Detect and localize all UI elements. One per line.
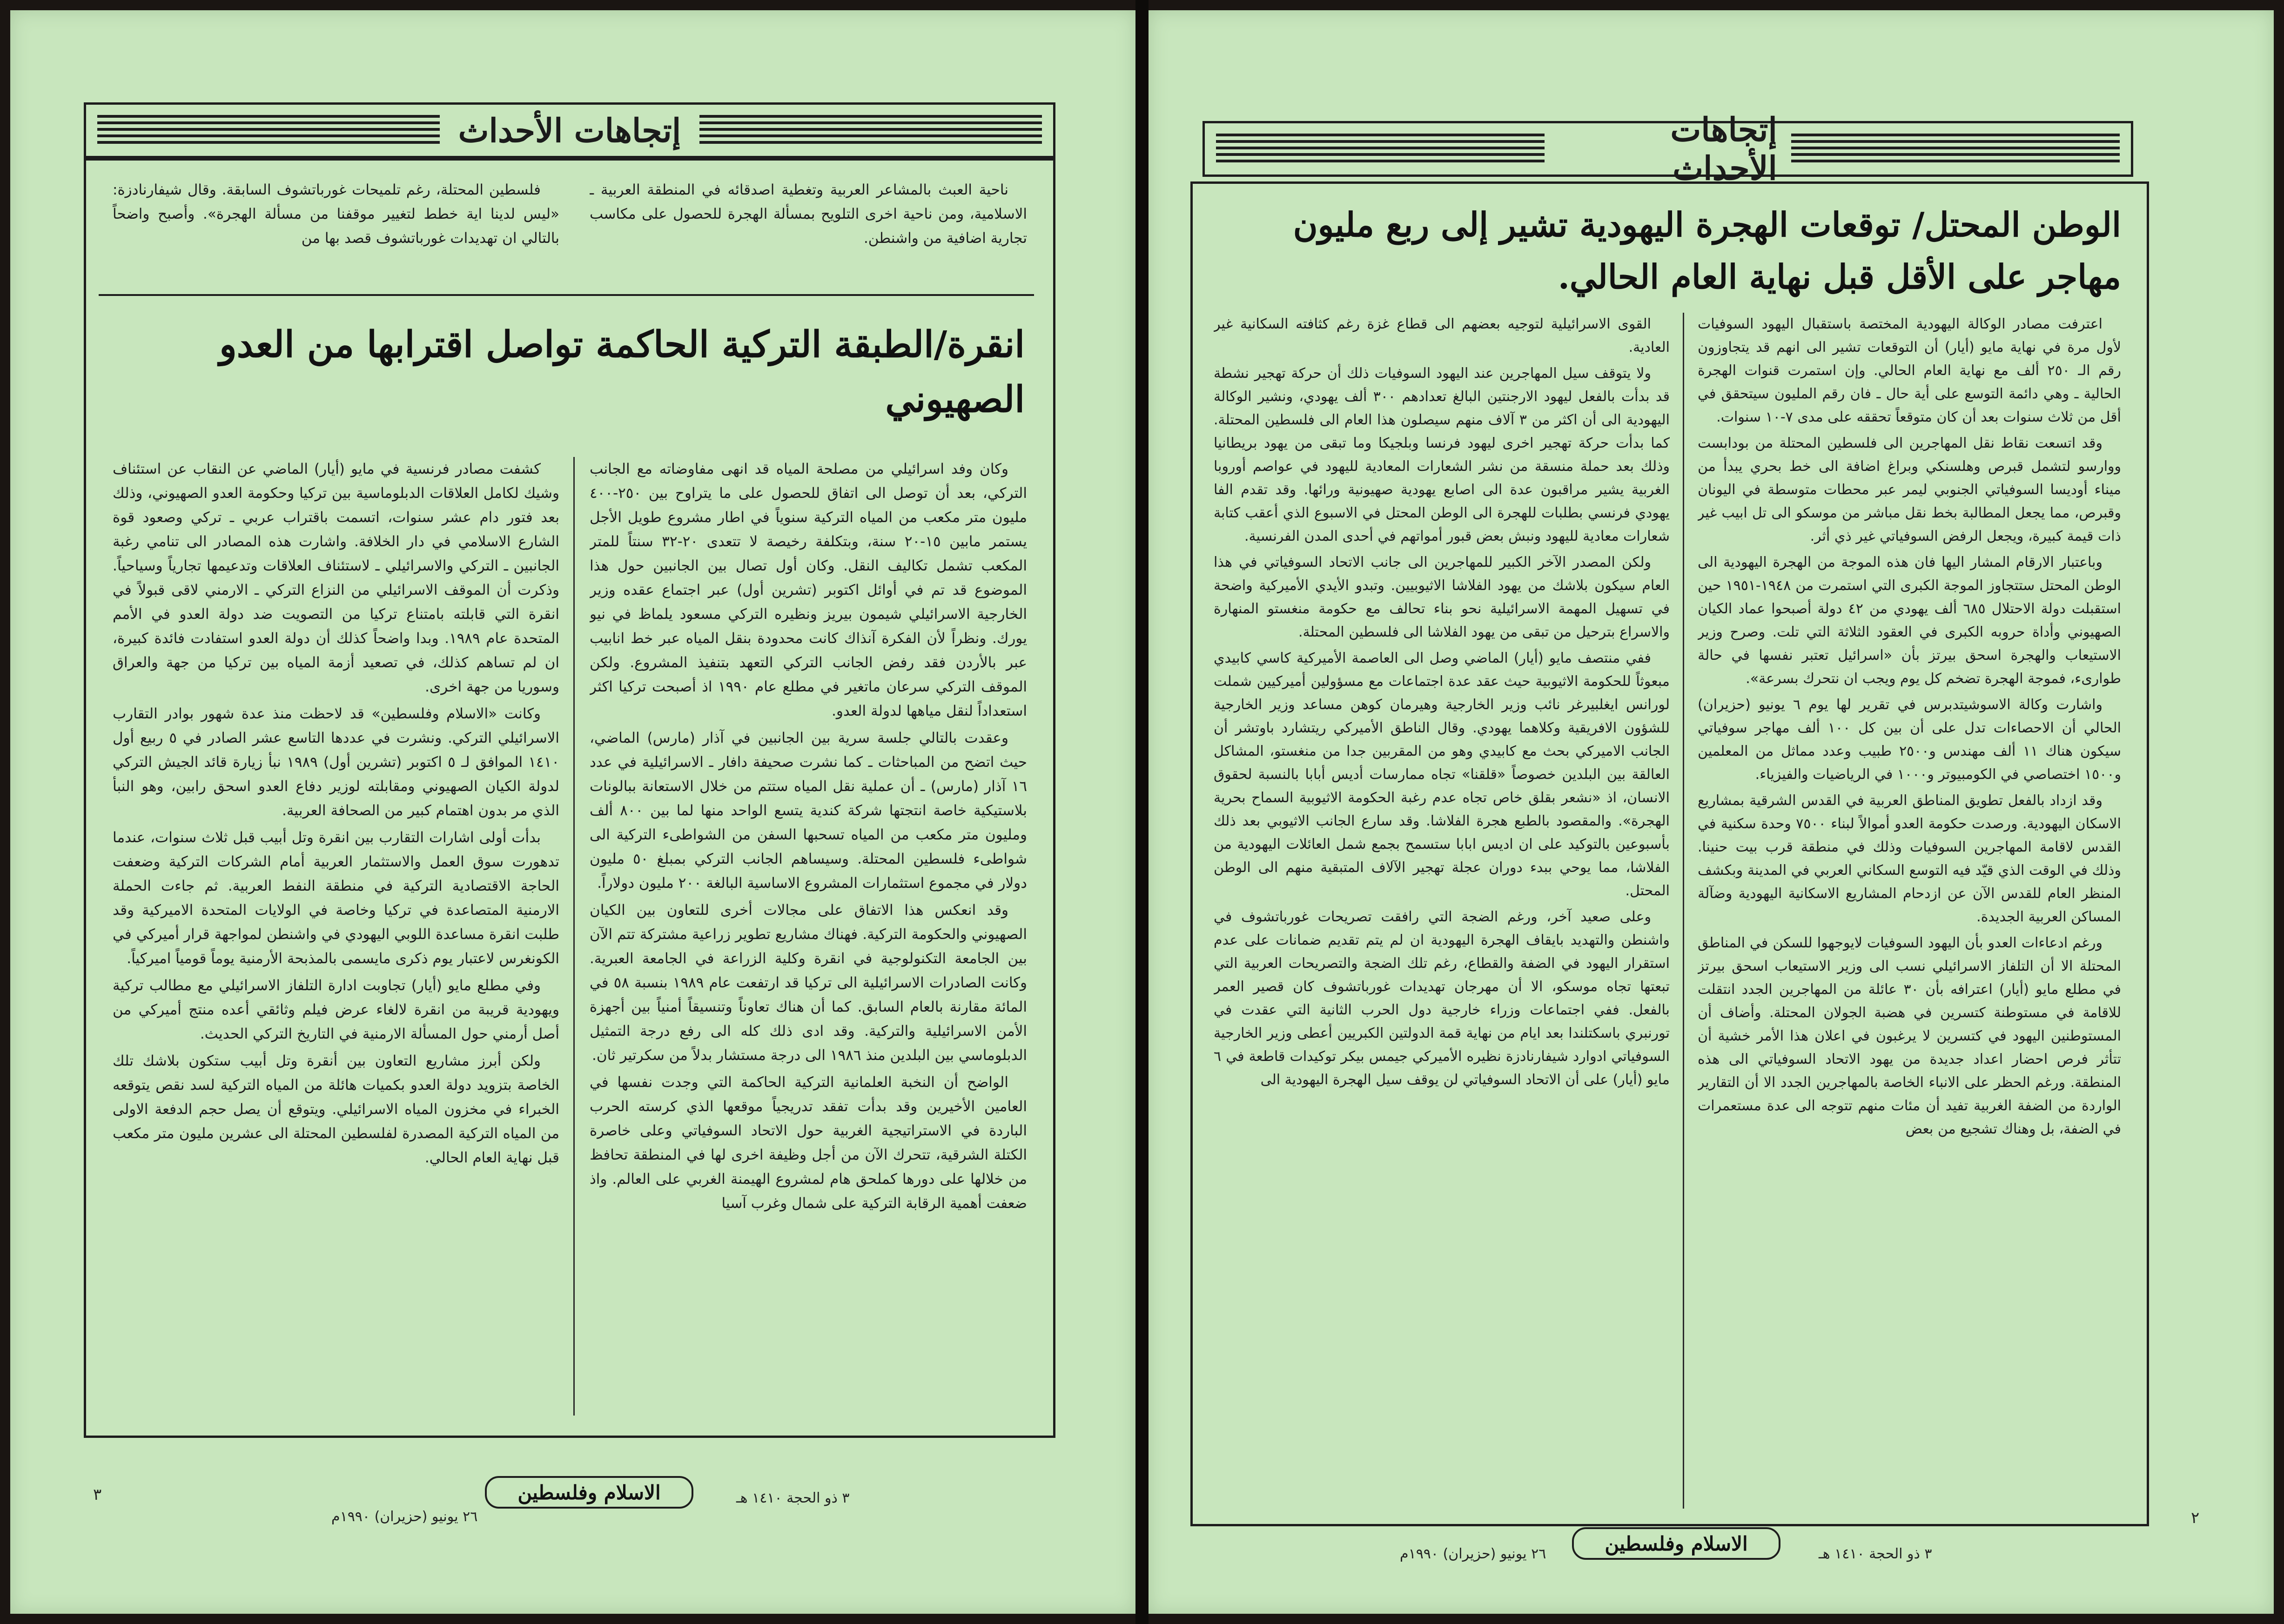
paragraph: وفي مطلع مايو (أيار) تجاوبت ادارة التلفاز الاسرائيلي مع مطالب تركية ويهودية قريبة من انقرة لالغاء عرض فيلم وثائقي أعده منتج أميركي من أصل أرمني حول المسألة الارمنية في التاريخ التركي الحديث. (113, 977, 559, 1042)
publication-logo: الاسلام وفلسطين (485, 1476, 693, 1509)
paragraph: وباعتبار الارقام المشار اليها فان هذه الموجة من الهجرة اليهودية الى الوطن المحتل ستتجاوز الموجة الكبرى التي استمرت من ١٩٤٨-١٩٥١ حين استقبلت دولة الاحتلال ٦٨٥ ألف يهودي من ٤٢ دولة أصبحوا عماد الكيان الصهيوني وأداة حروبه الكبرى في العقود الثلاثة التي تلت. وصرح وزير الاستيعاب والهجرة اسحق بيرتز بأن «اسرائيل تعتبر نفسها في حالة طوارىء، فموجة الهجرة تضخم كل يوم ويجب ان نتحرك بسرعة». (1698, 554, 2121, 687)
paragraph: الواضح أن النخبة العلمانية التركية الحاكمة التي وجدت نفسها في العامين الأخيرين وقد بدأت تفقد تدريجياً موقعها الذي كرسته الحرب الباردة في الاستراتيجية الغربية حول الاتحاد السوفياتي وعلى خاصرة الكتلة الشرقية، تتحرك الآن من أجل وظيفة اخرى لها في المنطقة تحافظ من خلالها على دورها كملحق هام لمشروع الهيمنة الغربي على العالم. واذ ضعفت أهمية الرقابة التركية على شمال وغرب آسيا (590, 1074, 1027, 1212)
right-headline: الوطن المحتل/ توقعات الهجرة اليهودية تشير إلى ربع مليون مهاجر على الأقل قبل نهاية العام الحالي. (1293, 205, 2121, 296)
banner-ornament-left (97, 115, 451, 146)
right-page-banner (1202, 110, 2133, 188)
paragraph: واشارت وكالة الاسوشيتدبرس في تقرير لها يوم ٦ يونيو (حزيران) الحالي أن الاحصاءات تدل على أن بين كل ١٠٠ ألف مهاجر سوفياتي سيكون هناك ١١ ألف مهندس و٢٥٠٠ طبيب وعدد مماثل من المعلمين و١٥٠٠ اختصاصي في الكومبيوتر و١٠٠٠ في الرياضيات والفيزياء. (1698, 697, 2121, 783)
page-number: ٣ (93, 1485, 102, 1504)
paragraph: ورغم ادعاءات العدو بأن اليهود السوفيات لايوجهوا للسكن في المناطق المحتلة الا أن التلفاز الاسرائيلي نسب الى وزير الاستيعاب اسحق بيرتز في مطلع مايو (أيار) اعترافه بأن ٣٠ عائلة من المهاجرين الجدد انتقلت للاقامة في مستوطنة كتسرين في هضبة الجولان المحتلة. وأضاف أن المستوطنين اليهود في كتسرين لا يرغبون في اعلان هذا الأمر خشية أن تتأثر فرص احضار اعداد جديدة من يهود الاتحاد السوفياتي الى هذه المنطقة. ورغم الحظر على الانباء الخاصة بالمهاجرين الجدد الا أن التقارير الواردة من الضفة الغربية تفيد أن مئات منهم تتوجه الى عدة مستعمرات في الضفة، بل وهناك تشجيع من بعض (1698, 935, 2121, 1137)
column-rule (1683, 313, 1684, 1509)
banner-ornament-left (1216, 134, 1556, 164)
paragraph: ولا يتوقف سيل المهاجرين عند اليهود السوفيات ذلك أن حركة تهجير نشطة قد بدأت بالفعل ليهود الارجنتين البالغ تعدادهم ٣٠٠ ألف يهودي، ونشير الوكالة اليهودية الى أن اكثر من ٣ آلاف منهم سيصلون هذا العام الى فلسطين المحتلة. كما بدأت حركة تهجير اخرى ليهود فرنسا وبلجيكا وما تبقى من يهود بريطانيا وذلك بعد حملة منسقة من نشر الشعارات المعادية لليهود في عواصم أوروبا الغربية يشير مراقبون عدة الى اصابع يهودية صهيونية ورائها. وقد تقدم الفا يهودي فرنسي بطلبات للهجرة الى الوطن المحتل في الاسبوع الذي أعقب كتابة شعارات معادية لليهود ونبش بعض قبور أمواتهم في أحدى المدن الفرنسية. (1214, 365, 1670, 544)
left-body-right-column (590, 457, 1027, 1416)
paragraph: ولكن المصدر الآخر الكبير للمهاجرين الى جانب الاتحاد السوفياتي في هذا العام سيكون بلاشك من يهود الفلاشا الاثيوبيين. وتبدو الأيدي الأميركية واضحة في تسهيل المهمة الاسرائيلية نحو بناء تحالف مع حكومة منغستو المنهارة والاسراع بترحيل من تبقى من يهود الفلاشا الى فلسطين المحتلة. (1214, 554, 1670, 640)
footer-date-gregorian: ٢٦ يونيو (حزيران) ١٩٩٠م (1400, 1546, 1546, 1562)
paragraph: اعترفت مصادر الوكالة اليهودية المختصة باستقبال اليهود السوفيات لأول مرة في نهاية مايو (أيار) أن التوقعات تشير الى انهم قد يتجاوزون رقم الـ ٢٥٠ ألف مع نهاية العام الحالي. وإن استمرت قنوات الهجرة الحالية ـ وهي دائمة التوسع على أية حال ـ فان رقم المليون سيتحقق في أقل من ثلاث سنوات بعد أن كان متوقعاً تحققه على مدى ٧-١٠ سنوات. (1698, 316, 2121, 425)
paragraph: القوى الاسرائيلية لتوجيه بعضهم الى قطاع غزة رغم كثافته السكانية غير العادية. (1214, 316, 1670, 356)
column-rule (573, 457, 575, 1416)
banner-ornament-right (688, 115, 1042, 146)
paragraph: وعقدت بالتالي جلسة سرية بين الجانبين في آذار (مارس) الماضي، حيث اتضح من المباحثات ـ كما نشرت صحيفة دافار ـ الاسرائيلية في عدد ١٦ آذار (مارس) ـ أن عملية نقل المياه ستتم من خلال الاستعانة ببالونات بلاستيكية خاصة انتجتها شركة كندية يتسع الواحد منها لما بين ٨٠٠ ألف ومليون متر مكعب من المياه تسحبها السفن من الشواطىء التركية الى شواطىء فلسطين المحتلة. وسيساهم الجانب التركي بمبلغ ٥٠ مليون دولار في مجموع استثمارات المشروع الاساسية البالغة ٢٠٠ مليون دولاراً. (590, 730, 1027, 892)
paragraph: ففي منتصف مايو (أيار) الماضي وصل الى العاصمة الأميركية كاسي كابيدي مبعوثاً للحكومة الاثيوبية حيث عقد عدة اجتماعات مع مسؤولين أميركيين شملت لورانس ايغلبيرغر نائب وزير الخارجية وهيرمان كوهن مساعد وزير الخارجية للشؤون الافريقية وكلاهما يهودي. وقال الناطق الأميركي ريتشارد باوتشر أن الجانب الاميركي بحث مع كابيدي وهو من المقربين جدا من منغستو، المشاكل العالقة بين البلدين خصوصاً «قلقنا» تجاه ممارسات أديس أبابا بالنسبة لحقوق الانسان، اذ «نشعر بقلق خاص تجاه عدم رغبة الحكومة الاثيوبية السماح بحرية الهجرة». والمقصود بالطبع هجرة الفلاشا. وقد سارع الجانب الاثيوبي بعد ذلك بأسبوعين بالتوكيد على ان اديس ابابا ستسمح بجمع شمل العائلات اليهودية من الفلاشا، مما يوحي ببدء دوران عجلة تهجير الآلاف المتبقية منهم الى الوطن المحتل. (1214, 650, 1670, 899)
footer-date-hijri: ٣ ذو الحجة ١٤١٠ هـ (736, 1490, 850, 1506)
left-page (10, 10, 1135, 1614)
left-headline: انقرة/الطبقة التركية الحاكمة تواصل اقترابها من العدو الصهيوني (219, 323, 1025, 421)
banner-ornament-right (1780, 134, 2120, 164)
paragraph: ناحية العبث بالمشاعر العربية وتغطية اصدقائه في المنطقة العربية ـ الاسلامية، ومن ناحية اخرى التلويح بمسألة الهجرة للحصول على مكاسب تجارية اضافية من واشنطن. (590, 181, 1027, 247)
paragraph: وعلى صعيد آخر، ورغم الضجة التي رافقت تصريحات غورباتشوف في واشنطن والتهديد بايقاف الهجرة اليهودية ان لم يتم تقديم ضمانات على عدم استقرار اليهود في الضفة والقطاع، رغم تلك الضجة والتصريحات العربية التي تبعتها تجاه موسكو، الا أن مهرجان تهديدات غورباتشوف كان قصير العمر بالفعل. ففي اجتماعات وزراء خارجية دول الحرب الثانية التي عقدت في تورنبري باسكتلندا بعد ايام من نهاية قمة الدولتين الكبريين أعطى وزير الخارجية السوفياتي ادوارد شيفارنادزة نظيره الأميركي جيمس بيكر توكيدات قاطعة في ٦ مايو (أيار) على أن الاتحاد السوفياتي لن يوقف سيل الهجرة اليهودية الى (1214, 909, 1670, 1088)
left-page-banner (84, 102, 1055, 158)
page-number: ٢ (2191, 1509, 2200, 1527)
paragraph: وقد اتسعت نقاط نقل المهاجرين الى فلسطين المحتلة من بودابست ووارسو لتشمل قبرص وهلسنكي وبراغ اضافة الى خط بحري يبدأ من ميناء أوديسا السوفياتي الجنوبي ليمر عبر محطات متوسطة في اليونان وقبرص، مما يجعل المطالبة بخط نقل مباشر من موسكو الى تل ابيب غير ذات قيمة كبيرة، ويجعل الرفض السوفياتي غير ذي أثر. (1698, 435, 2121, 544)
right-page (1149, 10, 2274, 1614)
left-banner-title: إتجاهات الأحداث (440, 105, 699, 156)
paragraph: فلسطين المحتلة، رغم تلميحات غورباتشوف السابقة. وقال شيفارنادزة: «ليس لدينا اية خطط لتغيير موقفنا من مسألة الهجرة». وأصبح واضحاً بالتالي ان تهديدات غورباتشوف قصد بها من (113, 181, 559, 247)
paragraph: كشفت مصادر فرنسية في مايو (أيار) الماضي عن النقاب عن استئناف وشيك لكامل العلاقات الدبلوماسية بين تركيا وحكومة العدو الصهيوني، وذلك بعد فتور دام عشر سنوات، اتسمت باقتراب عربي ـ تركي وصعود قوة الشارع الاسلامي في دار الخلافة. واشارت هذه المصادر الى تنامي رغبة الجانبين ـ التركي والاسرائيلي ـ لاستئناف العلاقات وتدعيمها تجارياً وسياحياً. وذكرت أن الموقف الاسرائيلي من النزاع التركي ـ الارمني لاقى قبولاً في انقرة التي قابلته بامتناع تركيا من التصويت ضد دولة العدو في الأمم المتحدة عام ١٩٨٩. وبدا واضحاً كذلك أن دولة العدو استفادت فائدة كبيرة، ان لم تساهم كذلك، في تصعيد أزمة المياه بين تركيا من جهة والعراق وسوريا من جهة اخرى. (113, 461, 559, 695)
footer-date-hijri: ٣ ذو الحجة ١٤١٠ هـ (1819, 1546, 1932, 1562)
left-intro-right-column (590, 178, 1027, 285)
paragraph: وقد انعكس هذا الاتفاق على مجالات أخرى للتعاون بين الكيان الصهيوني والحكومة التركية. فهناك مشاريع تطوير زراعية مشتركة تتم الآن بين الجامعة التكنولوجية في انقرة وكلية الزراعة في الجامعة العبرية. وكانت الصادرات الاسرائيلية الى تركيا قد ارتفعت عام ١٩٨٩ بنسبة ٥٨ في المائة مقارنة بالعام السابق. كما أن هناك تعاوناً وتنسيقاً أمنياً بين أجهزة الأمن الاسرائيلية والتركية. وقد ادى ذلك كله الى رفع درجة التمثيل الدبلوماسي بين البلدين منذ ١٩٨٦ الى درجة مستشار بدلاً من سكرتير ثان. (590, 902, 1027, 1064)
paragraph: وكانت «الاسلام وفلسطين» قد لاحظت منذ عدة شهور بوادر التقارب الاسرائيلي التركي. ونشرت في عددها التاسع عشر الصادر في ٥ ربيع أول ١٤١٠ الموافق لـ ٥ اكتوبر (تشرين أول) ١٩٨٩ نبأ زيارة قائد الجيش التركي لدولة الكيان الصهيوني ومقابلته لوزير دفاع العدو اسحق رابين، وهو النبأ الذي مر بدون اهتمام كبير من الصحافة العربية. (113, 705, 559, 819)
left-body-left-column (113, 457, 559, 1416)
paragraph: بدأت أولى اشارات التقارب بين انقرة وتل أبيب قبل ثلاث سنوات، عندما تدهورت سوق العمل والاستثمار العربية أمام الشركات التركية وضعفت الحاجة الاقتصادية التركية في منطقة النفط العربية. ثم جاءت الحملة الارمنية المتصاعدة في تركيا وخاصة في الولايات المتحدة الاميركية وقد طلبت انقرة مساعدة اللوبي اليهودي في واشنطن لمواجهة قرار أميركي في الكونغرس لاعتبار يوم ذكرى مايسمى بالمذبحة الأرمنية يوماً قومياً اميركياً. (113, 829, 559, 967)
paragraph: وقد ازداد بالفعل تطويق المناطق العربية في القدس الشرقية بمشاريع الاسكان اليهودية. ورصدت حكومة العدو أموالاً لبناء ٧٥٠٠ وحدة سكنية في القدس لاقامة المهاجرين السوفيات وذلك في منطقة قرب بيت حنينا. وذلك في الوقت الذي قيّد فيه التوسع السكاني العربي في المدينة وبكشف المنظر العام للقدس الآن عن ازدحام المشاريع الاسكانية اليهودية وضآلة المساكن العربية الجديدة. (1698, 792, 2121, 925)
spine-fold (1135, 0, 1149, 1624)
paragraph: ولكن أبرز مشاريع التعاون بين أنقرة وتل أبيب ستكون بلاشك تلك الخاصة بتزويد دولة العدو بكميات هائلة من المياه التركية لسد نقص يتوقعه الخبراء في مخزون المياه الاسرائيلي. ويتوقع أن يصل حجم الدفعة الاولى من المياه التركية المصدرة لفلسطين المحتلة الى عشرين مليون متر مكعب قبل نهاية العام الحالي. (113, 1053, 559, 1166)
right-body-left-column (1214, 313, 1670, 1509)
paragraph: وكان وفد اسرائيلي من مصلحة المياه قد انهى مفاوضاته مع الجانب التركي، بعد أن توصل الى اتفاق للحصول على ما يتراوح بين ٢٥٠-٤٠٠ مليون متر مكعب من المياه التركية سنوياً في اطار مشروع طويل الأجل يستمر مابين ١٥-٢٠ سنة، وبتكلفة رخيصة لا تتعدى ٢٠-٣٢ سنتاً للمتر المكعب تشمل تكاليف النقل. وكان أول تصال بين الجانبين حول هذا الموضوع قد تم في أوائل اكتوبر (تشرين أول) عبر اجتماع عقده وزير الخارجية الاسرائيلي شيمون بيريز ونظيره التركي مسعود يلماظ في نيو يورك. ونظراً لأن الفكرة آنذاك كانت محدودة بنقل المياه عبر خط انابيب عبر بالأردن فقد رفض الجانب التركي التعهد بتنفيذ المشروع. ولكن الموقف التركي سرعان ماتغير في مطلع عام ١٩٩٠ اذ أصبحت تركيا اكثر استعداداً لنقل مياهها لدولة العدو. (590, 461, 1027, 719)
left-intro-left-column (113, 178, 559, 285)
right-banner-title: إتجاهات الأحداث (1545, 123, 1791, 174)
right-body-right-column (1698, 313, 2121, 1509)
section-divider (99, 294, 1034, 296)
publication-logo: الاسلام وفلسطين (1572, 1527, 1780, 1560)
footer-date-gregorian: ٢٦ يونيو (حزيران) ١٩٩٠م (331, 1509, 478, 1525)
